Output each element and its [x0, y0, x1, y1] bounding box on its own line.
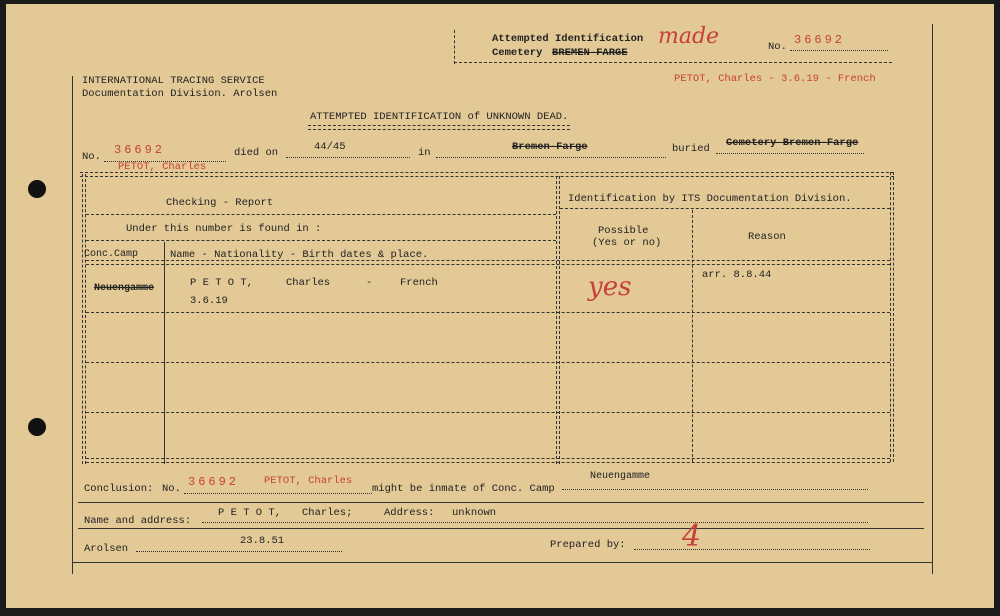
buried-value: Cemetery Bremen-Farge	[726, 137, 859, 149]
footer-date: 23.8.51	[240, 535, 285, 547]
header-box-bottom	[454, 62, 892, 63]
died-on-label: died on	[234, 147, 279, 159]
header-box-no-dots	[790, 50, 888, 51]
died-on-value: 44/45	[314, 141, 346, 153]
left-margin-line	[72, 76, 73, 574]
under-number: Under this number is found in :	[126, 223, 322, 235]
conclusion-no-value: 36692	[188, 475, 240, 489]
row-reason: arr. 8.8.44	[702, 269, 772, 281]
table-top-border	[80, 172, 894, 177]
table-right-border-2	[893, 172, 894, 462]
conclusion-name: PETOT, Charles	[264, 475, 353, 487]
record-no-value: 36692	[114, 143, 166, 157]
conclusion-no-label: No.	[162, 483, 181, 495]
row-possible: yes	[588, 272, 632, 302]
document-card	[6, 4, 994, 608]
prepared-mark: 4	[682, 519, 702, 554]
right-border-line	[932, 24, 933, 574]
footer-rule	[72, 562, 932, 563]
table-mid-divider-2	[559, 176, 560, 464]
table-bottom-border	[86, 458, 890, 463]
conclusion-camp-dots	[562, 489, 868, 490]
header-box-no-value: 36692	[794, 33, 846, 47]
header-box-line2-value: BREMEN-FARGE	[552, 47, 628, 59]
page-title: ATTEMPTED IDENTIFICATION of UNKNOWN DEAD.	[310, 111, 569, 123]
address-value: unknown	[452, 507, 497, 519]
header-box-handwritten: made	[658, 24, 720, 49]
header-box-line1: Attempted Identification	[492, 33, 644, 45]
table-mid-divider	[556, 176, 557, 464]
record-name-below: PETOT, Charles	[118, 161, 207, 173]
identification-header-line	[560, 208, 890, 209]
name-address-rule	[78, 528, 924, 529]
conclusion-rule	[78, 502, 924, 503]
row-name: P E T O T,	[190, 277, 254, 289]
row-border-1	[86, 312, 890, 313]
header-box-no-label: No.	[768, 41, 787, 53]
table-col-reason-divider	[692, 210, 693, 462]
died-on-dots	[286, 157, 410, 158]
name-address-firstname: Charles;	[302, 507, 353, 519]
col-possible-header-2: (Yes or no)	[592, 237, 662, 249]
col-reason-header: Reason	[748, 231, 786, 243]
col-camp-header: Conc.Camp	[84, 249, 139, 260]
row-nationality: French	[400, 277, 438, 289]
conclusion-label: Conclusion:	[84, 483, 154, 495]
header-box-left	[454, 30, 455, 64]
record-no-label: No.	[82, 151, 101, 163]
org-name: INTERNATIONAL TRACING SERVICE	[82, 75, 265, 87]
row-camp: Neuengamme	[94, 283, 155, 294]
conclusion-no-dots	[184, 493, 372, 494]
buried-label: buried	[672, 143, 710, 155]
table-left-border-2	[85, 174, 86, 464]
name-address-label: Name and address:	[84, 515, 192, 527]
in-dots	[436, 157, 666, 158]
name-address-name: P E T O T,	[218, 507, 282, 519]
punch-hole-bottom	[28, 418, 46, 436]
footer-date-dots	[136, 551, 342, 552]
prepared-label: Prepared by:	[550, 539, 626, 551]
punch-hole-top	[28, 180, 46, 198]
table-right-border	[890, 172, 891, 462]
checking-report-line	[86, 214, 556, 215]
row-birth: 3.6.19	[190, 295, 228, 307]
prepared-dots	[634, 549, 870, 550]
identification-header: Identification by ITS Documentation Division.	[568, 193, 852, 205]
title-underline	[308, 125, 570, 130]
name-address-dots	[202, 522, 868, 523]
table-left-border	[82, 174, 83, 464]
in-label: in	[418, 147, 431, 159]
in-value: Bremen-Farge	[512, 141, 588, 153]
footer-place: Arolsen	[84, 543, 129, 555]
header-row-border	[86, 260, 890, 265]
under-number-line	[86, 240, 556, 241]
header-box-line2-label: Cemetery	[492, 47, 543, 59]
row-sep: -	[366, 277, 373, 289]
conclusion-text: might be inmate of Conc. Camp	[372, 483, 555, 495]
address-label: Address:	[384, 507, 435, 519]
conclusion-camp: Neuengamme	[590, 471, 651, 482]
checking-report: Checking - Report	[166, 197, 274, 209]
buried-dots	[716, 153, 864, 154]
row-firstname: Charles	[286, 277, 331, 289]
col-possible-header-1: Possible	[598, 225, 649, 237]
row-border-3	[86, 412, 890, 413]
table-col-name-divider	[164, 242, 165, 464]
col-name-header: Name - Nationality - Birth dates & place.	[170, 249, 429, 261]
org-division: Documentation Division. Arolsen	[82, 88, 278, 100]
row-border-2	[86, 362, 890, 363]
subject-line: PETOT, Charles - 3.6.19 - French	[674, 73, 876, 85]
